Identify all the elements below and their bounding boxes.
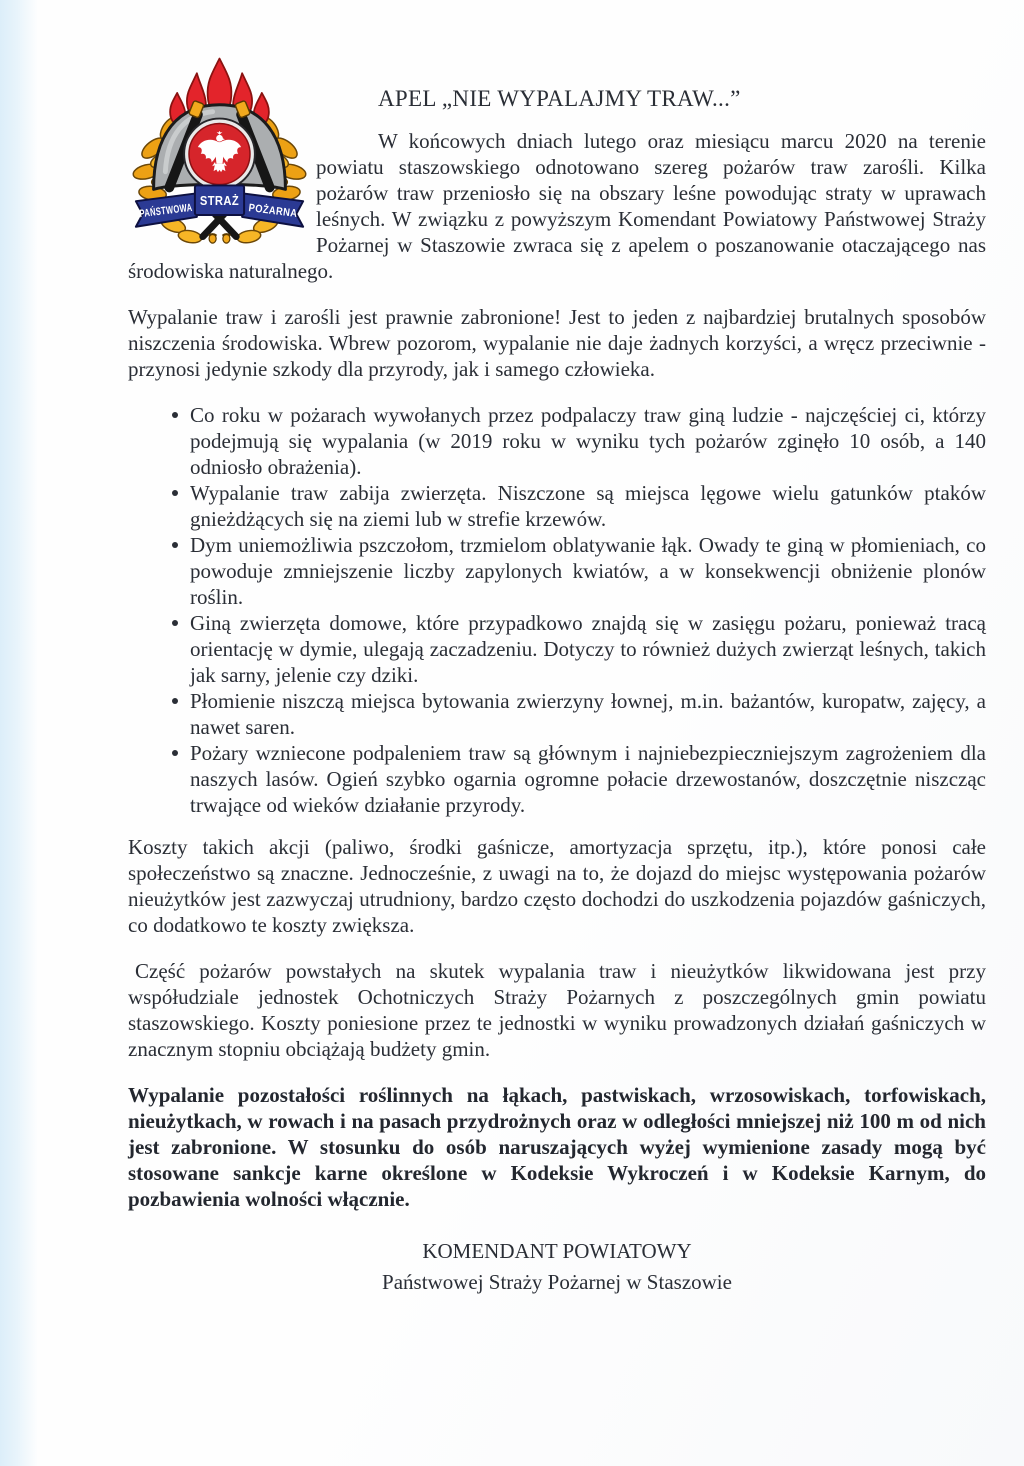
paragraph-intro: W końcowych dniach lutego oraz miesiącu marcu 2020 na terenie powiatu staszowskiego odnotowano szereg pożarów traw zarośli. Kilka pożarów traw przeniosło się na obszary leśne powodując straty w uprawach leśnych. W związku z powyższym Komendant Powiatowy Państwowej Straży Pożarnej w Staszowie zwraca się z apelem o poszanowanie otaczającego nas środowiska naturalnego. [128,129,986,283]
paragraph-costs: Koszty takich akcji (paliwo, środki gaśnicze, amortyzacja sprzętu, itp.), które ponosi całe społeczeństwo są znaczne. Jednocześnie, z uwagi na to, że dojazd do miejsc występowania pożarów nieużytków jest zazwyczaj utrudniony, bardzo często dochodzi do uszkodzenia pojazdów gaśniczych, co dodatkowo te koszty zwiększa. [128,835,986,937]
signature-org: Państwowej Straży Pożarnej w Staszowie [382,1270,732,1294]
bullet-item: Dym uniemożliwia pszczołom, trzmielom oblatywanie łąk. Owady te giną w płomieniach, co powoduje zmniejszenie liczby zapylonych kwiatów, a w konsekwencji obniżenie plonów roślin. [128,532,986,610]
document-content [128,54,986,1298]
paragraph-osp: Część pożarów powstałych na skutek wypalania traw i nieużytków likwidowana jest przy współudziale jednostek Ochotniczych Straży Pożarnych z poszczególnych gmin powiatu staszowskiego. Koszty poniesione przez te jednostki w wyniku prowadzonych działań gaśniczych w znacznym stopniu obciążają budżety gmin. [128,959,986,1061]
ribbon-text-center: STRAŻ [199,193,240,209]
fire-service-emblem [128,54,311,250]
acorns-icon [209,234,231,243]
signature-title: KOMENDANT POWIATOWY [422,1239,692,1263]
bullet-item: Giną zwierzęta domowe, które przypadkowo znajdą się w zasięgu pożaru, ponieważ tracą orientację w dymie, ulegają zaczadzeniu. Dotyczy to również dużych zwierząt leśnych, takich jak sarny, jelenie czy dziki. [128,610,986,688]
document-title: APEL „NIE WYPALAJMY TRAW...” [378,86,741,111]
bullet-item: Co roku w pożarach wywołanych przez podpalaczy traw giną ludzie - najczęściej ci, którzy podejmują się wypalania (w 2019 roku w wyniku tych pożarów zginęło 10 osób, a 140 odniosło obrażenia). [128,402,986,480]
consequences-bullet-list [128,402,986,818]
scan-edge-strip [0,0,38,1466]
ribbon-text-right: POŻARNA [247,202,306,221]
bullet-item: Płomienie niszczą miejsca bytowania zwierzyny łownej, m.in. bażantów, kuropatw, zajęcy, a nawet saren. [128,688,986,740]
bullet-item: Pożary wzniecone podpaleniem traw są głównym i najniebezpieczniejszym zagrożeniem dla naszych lasów. Ogień szybko ogarnia ogromne połacie drzewostanów, doszczętnie niszcząc trwające od wieków działanie przyrody. [128,740,986,818]
paragraph-ban: Wypalanie traw i zarośli jest prawnie zabronione! Jest to jeden z najbardziej brutalnych sposobów niszczenia środowiska. Wbrew pozorom, wypalanie nie daje żadnych korzyści, a wręcz przeciwnie - przynosi jedynie szkody dla przyrody, jak i samego człowieka. [128,305,986,381]
signature-block [128,1236,986,1298]
ribbon-text-left: PAŃSTWOWA [138,198,217,221]
paragraph-prohibition: Wypalanie pozostałości roślinnych na łąkach, pastwiskach, wrzosowiskach, torfowiskach, nieużytkach, w rowach i na pasach przydrożnych oraz w odległości mniejszej niż 100 m od nich jest zabronione. W stosunku do osób naruszających wyżej wymienione zasady mogą być stosowane sankcje karne określone w Kodeksie Wykroczeń i w Kodeksie Karnym, do pozbawienia wolności włącznie. [128,1083,986,1211]
fire-service-emblem-icon [128,54,311,250]
bullet-item: Wypalanie traw zabija zwierzęta. Niszczone są miejsca lęgowe wielu gatunków ptaków gnieżdżących się na ziemi lub w strefie krzewów. [128,480,986,532]
eagle-medallion-icon [184,119,255,190]
